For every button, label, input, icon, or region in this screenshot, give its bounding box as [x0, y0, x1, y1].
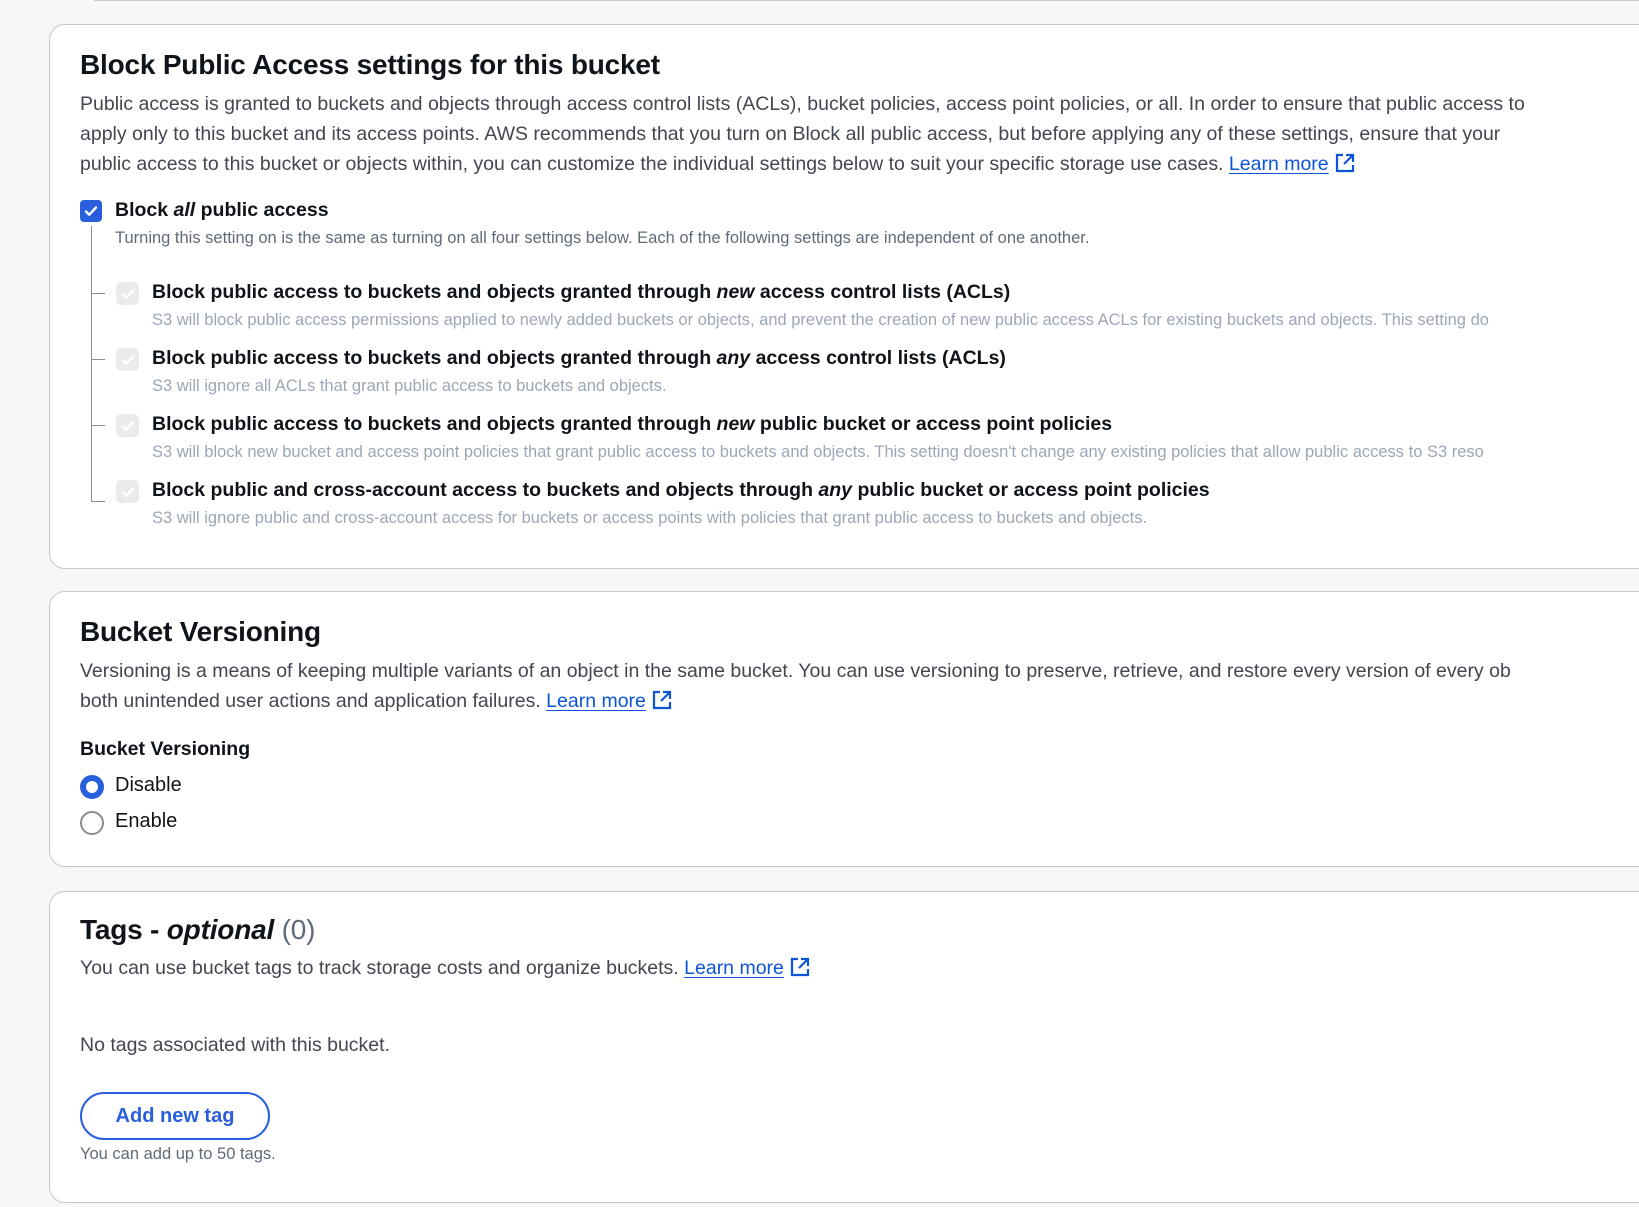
- check-icon: [120, 418, 136, 434]
- label-part: public bucket or access point policies: [759, 413, 1113, 435]
- label-part: Block public access to buckets and objects granted through: [152, 413, 712, 435]
- label-emphasis: any: [716, 347, 751, 369]
- tags-title: [80, 914, 315, 946]
- block-all-public-access-label[interactable]: [115, 199, 329, 222]
- block-new-policies-checkbox[interactable]: [116, 414, 139, 437]
- label-part: access control lists (ACLs): [755, 347, 1006, 369]
- no-tags-message: No tags associated with this bucket.: [80, 1034, 390, 1056]
- block-any-acls-description: S3 will ignore all ACLs that grant public access to buckets and objects.: [152, 377, 667, 395]
- check-icon: [120, 352, 136, 368]
- tree-branch: [91, 501, 105, 502]
- tags-count: (0): [281, 914, 316, 945]
- tree-branch: [91, 425, 105, 426]
- label-emphasis: all: [173, 199, 196, 221]
- description-text: public access to this bucket or objects within, you can customize the individual settings below to suit your specific storage use cases.: [80, 153, 1224, 175]
- block-new-acls-label[interactable]: [152, 281, 1010, 304]
- learn-more-label: Learn more: [1228, 153, 1329, 175]
- block-all-public-access-description: Turning this setting on is the same as turning on all four settings below. Each of the following settings are independent of one another.: [115, 229, 1090, 247]
- external-link-icon: [1335, 153, 1355, 173]
- previous-panel-border: [94, 0, 1639, 1]
- versioning-description-line-2: [80, 686, 672, 716]
- description-text: You can use bucket tags to track storage costs and organize buckets.: [80, 957, 679, 979]
- learn-more-link[interactable]: [546, 690, 672, 712]
- versioning-disable-radio[interactable]: [80, 775, 104, 799]
- block-any-acls-label[interactable]: [152, 347, 1006, 370]
- block-cross-account-description: S3 will ignore public and cross-account access for buckets or access points with policies that grant public access to buckets and objects.: [152, 509, 1148, 527]
- label-part: public bucket or access point policies: [857, 479, 1210, 501]
- block-public-access-description-line-3: [80, 149, 1355, 179]
- block-new-policies-description: S3 will block new bucket and access point policies that grant public access to buckets and objects. This setting doesn't change any existing policies that allow public access to S3 reso: [152, 443, 1484, 461]
- block-new-policies-label[interactable]: [152, 413, 1112, 436]
- learn-more-link[interactable]: [1229, 153, 1355, 175]
- versioning-description-line-1: Versioning is a means of keeping multiple variants of an object in the same bucket. You can use versioning to preserve, retrieve, and restore every version of every ob: [80, 660, 1511, 682]
- check-icon: [83, 203, 99, 219]
- tags-title-optional: optional: [166, 914, 275, 945]
- description-text: both unintended user actions and application failures.: [80, 690, 541, 712]
- learn-more-link[interactable]: [684, 957, 810, 979]
- label-part: access control lists (ACLs): [759, 281, 1011, 303]
- bucket-versioning-field-label: Bucket Versioning: [80, 738, 251, 760]
- learn-more-label: Learn more: [684, 957, 784, 979]
- block-all-public-access-checkbox[interactable]: [80, 200, 102, 222]
- check-icon: [120, 286, 136, 302]
- label-emphasis: new: [716, 281, 755, 303]
- external-link-icon: [790, 957, 810, 977]
- versioning-enable-radio[interactable]: [80, 811, 104, 835]
- block-public-access-description-line-2: apply only to this bucket and its access points. AWS recommends that you turn on Block all public access, but before applying any of these settings, ensure that your: [80, 123, 1501, 145]
- block-cross-account-checkbox[interactable]: [116, 480, 139, 503]
- external-link-icon: [652, 690, 672, 710]
- settings-tree-line: [91, 226, 92, 501]
- label-part: Block: [115, 199, 169, 221]
- label-emphasis: any: [818, 479, 853, 501]
- tags-title-text: Tags -: [80, 914, 160, 945]
- tree-branch: [91, 359, 105, 360]
- versioning-disable-label[interactable]: Disable: [115, 774, 182, 796]
- bucket-versioning-title: Bucket Versioning: [80, 616, 321, 647]
- block-cross-account-label[interactable]: [152, 479, 1210, 502]
- learn-more-label: Learn more: [546, 690, 646, 712]
- add-new-tag-button[interactable]: Add new tag: [80, 1092, 270, 1140]
- label-part: Block public access to buckets and objects granted through: [152, 347, 712, 369]
- label-part: Block public and cross-account access to buckets and objects through: [152, 479, 813, 501]
- block-any-acls-checkbox[interactable]: [116, 348, 139, 371]
- label-part: public access: [200, 199, 329, 221]
- label-emphasis: new: [716, 413, 755, 435]
- label-part: Block public access to buckets and objects granted through: [152, 281, 712, 303]
- block-new-acls-description: S3 will block public access permissions applied to newly added buckets or objects, and prevent the creation of new public access ACLs for existing buckets and objects. This setting do: [152, 311, 1489, 329]
- tree-branch: [91, 293, 105, 294]
- block-public-access-title: Block Public Access settings for this bucket: [80, 49, 660, 80]
- tags-limit-hint: You can add up to 50 tags.: [80, 1145, 276, 1163]
- tags-description: [80, 953, 810, 983]
- versioning-enable-label[interactable]: Enable: [115, 810, 178, 832]
- check-icon: [120, 484, 136, 500]
- block-new-acls-checkbox[interactable]: [116, 282, 139, 305]
- block-public-access-description-line-1: Public access is granted to buckets and objects through access control lists (ACLs), bucket policies, access point policies, or all. In order to ensure that public access to: [80, 93, 1525, 115]
